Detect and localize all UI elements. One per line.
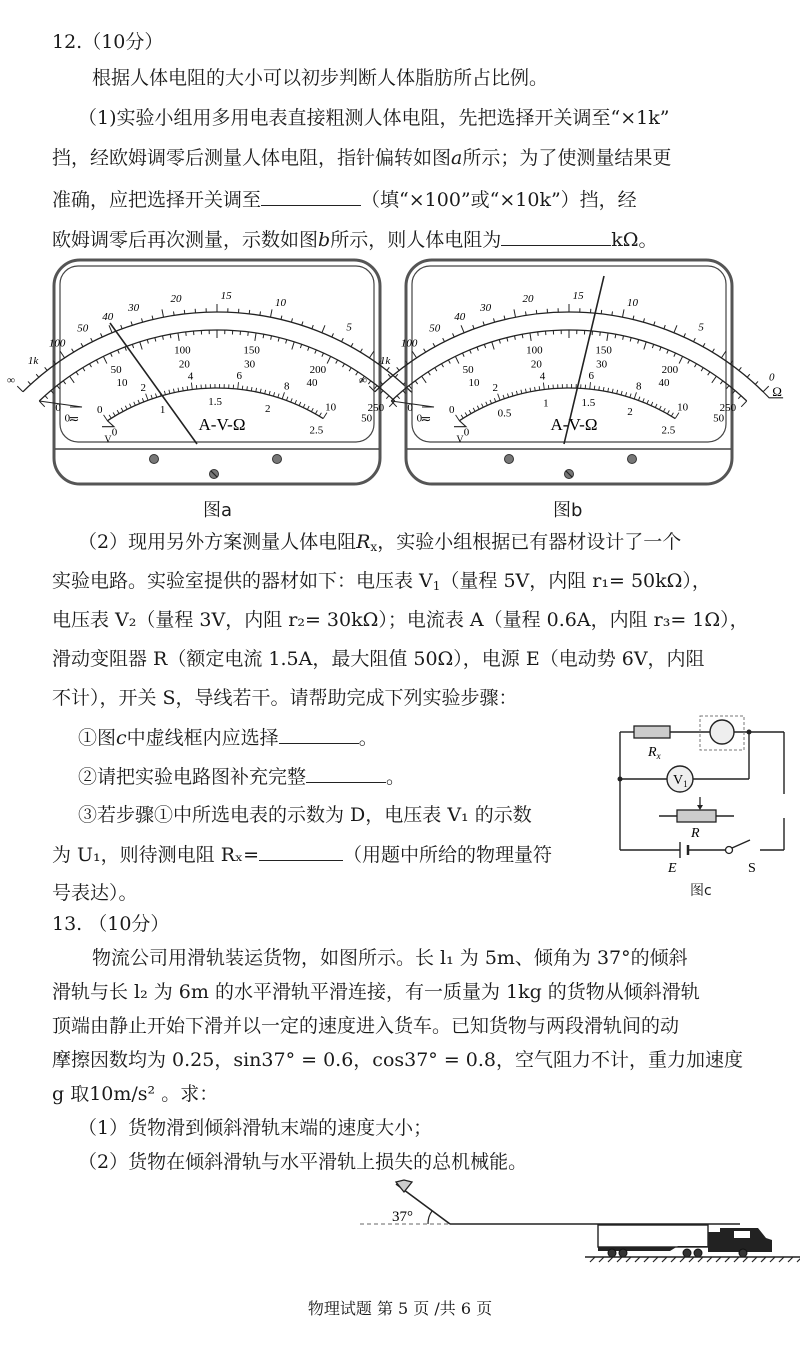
ac-tick (599, 386, 600, 390)
q13-line5: g 取10m/s² 。求： (52, 1083, 219, 1105)
s-label: S (748, 861, 756, 876)
q12-part2-line1 (78, 530, 681, 554)
dc-scale-label: 4 (539, 370, 546, 383)
dc-scale-label: 30 (244, 358, 256, 371)
q13-line1: 物流公司用滑轨装运货物，如图所示。长 l₁ 为 5m、倾角为 37°的倾斜 (92, 947, 688, 969)
ohm-tick (45, 367, 47, 370)
q12-step2 (78, 764, 405, 789)
ohm-scale-label: 1k (379, 354, 391, 367)
sub-x: x (370, 540, 378, 554)
dc-tick (726, 386, 728, 389)
meter-screw-right (628, 455, 637, 464)
hatch-mark (752, 1257, 757, 1262)
hatch-mark (734, 1257, 739, 1262)
dc-scale-label: 50 (361, 412, 373, 425)
meter-screw-left (150, 455, 159, 464)
q12-step3-line2 (52, 842, 552, 867)
dc-scale-label: 10 (325, 401, 337, 414)
switch-pivot (726, 847, 733, 854)
dc-scale-label: 8 (636, 380, 642, 393)
wheel (683, 1249, 691, 1257)
answer-blank-formula[interactable] (259, 842, 343, 861)
answer-blank-circuit[interactable] (306, 764, 386, 783)
q13-line3: 顶端由静止开始下滑并以一定的速度进入货车。已知货物与两段滑轨间的动 (52, 1015, 680, 1037)
q13-line4: 摩擦因数均为 0.25，sin37° = 0.6，cos37° = 0.8，空气阻力不计，重力加速度 (52, 1049, 744, 1071)
e-label: E (668, 861, 677, 876)
dc-tick (738, 396, 741, 399)
dc-scale-label: 10 (677, 401, 689, 414)
dc-scale-label: 2 (492, 382, 498, 395)
text: 所示；为了使测量结果更 (462, 147, 672, 169)
dc-scale-label: 150 (595, 344, 612, 357)
truck-trailer (598, 1225, 708, 1247)
meter-figure-b (359, 258, 782, 486)
dc-scale-label: 10 (116, 376, 128, 389)
dc-scale-label: 0 (64, 412, 71, 425)
ac-tick (594, 386, 595, 390)
hatch-mark (608, 1257, 613, 1262)
ac-scale-label: 0.5 (497, 407, 512, 420)
text: （量程 5V，内阻 r₁= 50kΩ）， (440, 570, 711, 592)
dc-scale-label: 0 (55, 401, 61, 414)
text: （用题中所给的物理量符 (343, 844, 553, 866)
text: 中虚线框内应选择 (126, 727, 279, 749)
switch-blade[interactable] (732, 840, 750, 848)
ohm-tick (763, 386, 769, 392)
text: 。 (386, 766, 406, 788)
cargo-box (396, 1180, 412, 1192)
ohm-tick (525, 311, 526, 315)
text: （2）现用另外方案测量人体电阻 (78, 531, 357, 553)
v1-label: $V_1$ (673, 773, 688, 789)
ohm-tick (173, 311, 174, 315)
ohm-scale-label: 20 (170, 292, 182, 305)
rx-label: $R_x$ (648, 745, 661, 761)
dc-scale-label: 30 (596, 358, 608, 371)
hatch-mark (698, 1257, 703, 1262)
ac-scale-label: 2.5 (309, 424, 324, 437)
ohm-tick (387, 367, 389, 370)
dc-scale-label: 0 (448, 403, 455, 416)
dc-scale-label: 40 (306, 376, 318, 389)
text: 所示，则人体电阻为 (330, 229, 502, 251)
text: 准确，应把选择开关调至 (52, 189, 262, 211)
ac-scale-label: 0 (463, 426, 470, 439)
q12-number: 12.（10分） (52, 31, 164, 53)
hatch-mark (626, 1257, 631, 1262)
dc-tick (374, 386, 376, 389)
var-c: c (116, 727, 127, 749)
meter-center-label: A-V-Ω (198, 415, 246, 434)
hatch-mark (779, 1257, 784, 1262)
ac-tick (187, 386, 188, 390)
dc-scale-label: 250 (367, 401, 385, 414)
hatch-mark (707, 1257, 712, 1262)
answer-blank-range[interactable] (261, 187, 361, 206)
text: ②请把实验电路图补充完整 (78, 766, 307, 788)
hatch-mark (716, 1257, 721, 1262)
ac-tick (539, 386, 540, 390)
dc-scale-label: 0 (416, 412, 423, 425)
dc-scale-label: 2 (140, 382, 146, 395)
hatch-mark (599, 1257, 604, 1262)
dc-tick (57, 386, 59, 389)
dc-scale-label: 100 (174, 344, 191, 357)
q13-line2: 滑轨与长 l₂ 为 6m 的水平滑轨平滑连接，有一质量为 1kg 的货物从倾斜滑轨 (52, 981, 700, 1003)
ohm-scale-label: ∞ (7, 374, 15, 387)
text: 欧姆调零后再次测量，示数如图 (52, 229, 319, 251)
meter-figure-a (7, 258, 385, 486)
ohm-scale-label: 40 (102, 311, 114, 324)
ohm-tick (395, 374, 398, 377)
ohm-tick (397, 367, 399, 370)
ohm-tick (755, 381, 758, 384)
ohm-unit: Ω (772, 383, 782, 399)
v-symbol: V (104, 434, 112, 446)
angle-label: 37° (392, 1209, 413, 1225)
q12-intro: 根据人体电阻的大小可以初步判断人体脂肪所占比例。 (92, 67, 549, 89)
dc-tick (170, 334, 171, 338)
answer-blank-meter[interactable] (279, 725, 359, 744)
dc-scale-label: 10 (468, 376, 480, 389)
wheel (608, 1249, 616, 1257)
ohm-scale-label: 10 (626, 296, 638, 309)
q12-part2-line4: 滑动变阻器 R（额定电流 1.5A，最大阻值 50Ω），电源 E（电动势 6V，内阻 (52, 648, 705, 670)
hatch-mark (761, 1257, 766, 1262)
cab-window (734, 1231, 750, 1238)
text: 。 (358, 727, 378, 749)
meter-screw-left (505, 455, 514, 464)
meter-center-label: A-V-Ω (550, 415, 598, 434)
ohm-scale-label: 0 (769, 371, 775, 384)
ac-scale-label: 1 (159, 404, 166, 417)
slider-arrowhead (697, 805, 703, 810)
dc-scale-label: 6 (588, 370, 594, 383)
text: ，实验小组根据已有器材设计了一个 (377, 531, 682, 553)
ac-scale-label: 2.5 (661, 424, 676, 437)
dc-scale-label: 0 (407, 401, 413, 414)
v-symbol: V (456, 434, 464, 446)
ac-scale-label: 1.5 (581, 397, 596, 410)
dc-scale-label: 250 (719, 401, 737, 414)
ac-scale-label: 2 (627, 406, 633, 419)
unit: kΩ。 (611, 229, 658, 251)
ohm-scale-label: 30 (128, 302, 140, 315)
ohm-scale-label: 50 (429, 322, 441, 335)
slide-truck-figure (330, 1180, 800, 1262)
ohm-tick (739, 367, 741, 370)
var-a: a (451, 147, 463, 169)
ohm-scale-label: 15 (572, 290, 584, 303)
ac-tick (242, 386, 243, 390)
q13-sub2: （2）货物在倾斜滑轨与水平滑轨上损失的总机械能。 (78, 1151, 528, 1173)
dc-scale-label: 200 (661, 364, 679, 377)
q12-step1 (78, 725, 378, 750)
ohm-scale-label: 5 (698, 321, 704, 334)
hatch-mark (770, 1257, 775, 1262)
ohm-scale-label: 100 (400, 337, 418, 350)
hatch-mark (590, 1257, 595, 1262)
hatch-mark (725, 1257, 730, 1262)
dc-scale-label: 50 (462, 364, 474, 377)
wheel (694, 1249, 702, 1257)
hatch-mark (662, 1257, 667, 1262)
text: （填“×100”或“×10k”）挡，经 (361, 189, 637, 211)
dc-scale-label: 20 (178, 358, 190, 371)
q13-number: 13. （10分） (52, 913, 170, 935)
dc-scale-label: 8 (283, 380, 290, 393)
ohm-scale-label: 5 (346, 321, 352, 334)
sub-1: 1 (432, 579, 441, 593)
junction-dot (747, 730, 752, 735)
ohm-scale-label: ∞ (359, 374, 367, 387)
ohm-scale-label: 30 (480, 302, 492, 315)
ac-symbol: ≂ (420, 410, 432, 426)
dc-scale-label: 50 (713, 412, 725, 425)
ohm-tick (28, 381, 31, 384)
hatch-mark (671, 1257, 676, 1262)
hatch-mark (680, 1257, 685, 1262)
ac-tick (247, 386, 248, 390)
figure-c-caption: 图c (690, 883, 712, 899)
q12-part1-line1: （1)实验小组用多用电表直接粗测人体电阻，先把选择开关调至“×1k” (78, 107, 670, 129)
dc-scale-label: 100 (526, 344, 543, 357)
q13-sub1: （1）货物滑到倾斜滑轨末端的速度大小； (78, 1117, 433, 1139)
hatch-mark (689, 1257, 694, 1262)
r-label: R (691, 826, 700, 841)
ohm-scale-label: 40 (454, 311, 466, 324)
dc-tick (386, 396, 389, 399)
q12-step3-line1: ③若步骤①中所选电表的示数为 D，电压表 V₁ 的示数 (78, 804, 532, 826)
dc-scale-label: 50 (110, 364, 122, 377)
dc-scale-label: 20 (530, 358, 542, 371)
angle-arc (428, 1211, 432, 1224)
text: ①图 (78, 727, 117, 749)
junction-dot (618, 777, 623, 782)
circuit-figure-c (612, 712, 792, 877)
page-footer: 物理试题 第 5 页 /共 6 页 (307, 1299, 493, 1318)
figure-b-caption: 图b (553, 500, 583, 521)
hatch-mark (644, 1257, 649, 1262)
ohm-tick (36, 374, 39, 377)
wheel (619, 1249, 627, 1257)
ac-scale-label: 1 (543, 397, 549, 410)
hatch-mark (617, 1257, 622, 1262)
text: 为 U₁，则待测电阻 Rₓ= (52, 844, 259, 866)
text: 实验电路。实验室提供的器材如下：电压表 V (52, 570, 433, 592)
dc-tick (45, 396, 48, 399)
dc-scale-label: 150 (243, 344, 260, 357)
ac-scale-label: 1.5 (208, 396, 223, 409)
hatch-mark (653, 1257, 658, 1262)
var-b: b (318, 229, 331, 251)
q12-part2-line5: 不计），开关 S，导线若干。请帮助完成下列实验步骤： (52, 687, 518, 709)
dc-tick (409, 386, 411, 389)
dc-scale-label: 6 (236, 370, 242, 383)
ohm-scale-label: 1k (27, 354, 39, 367)
q12-part1-line3 (52, 187, 637, 212)
hatch-mark (743, 1257, 748, 1262)
ohm-scale-label: 50 (77, 322, 89, 335)
var-r: R (356, 531, 371, 553)
dc-tick (397, 396, 400, 399)
dc-tick (522, 334, 523, 338)
ac-scale-label: 2 (265, 403, 271, 416)
ohm-scale-label: 20 (522, 292, 534, 305)
dc-tick (741, 401, 747, 407)
ohm-scale-label: 15 (220, 290, 232, 303)
dc-scale-label: 4 (187, 370, 194, 383)
text: 挡，经欧姆调零后测量人体电阻，指针偏转如图 (52, 147, 452, 169)
dc-scale-label: 200 (309, 364, 327, 377)
q12-part2-line2 (52, 569, 711, 593)
q12-part1-line2 (52, 146, 671, 170)
resistor-rx (634, 726, 670, 738)
dc-scale-label: 40 (658, 376, 670, 389)
dc-scale-label: 0 (96, 403, 103, 416)
hatch-mark (788, 1257, 793, 1262)
ohm-tick (612, 311, 613, 315)
answer-blank-resistance[interactable] (501, 227, 611, 246)
dc-tick (263, 334, 264, 338)
figure-a-caption: 图a (203, 500, 233, 521)
q12-part2-line3: 电压表 V₂（量程 3V，内阻 r₂= 30kΩ）；电流表 A（量程 0.6A，内阻 r₃= 1Ω）， (52, 609, 749, 631)
rheostat-r (677, 810, 716, 822)
ground-hatching (590, 1257, 800, 1262)
ohm-tick (17, 386, 23, 392)
dc-tick (615, 334, 616, 338)
ohm-scale-label: 100 (48, 337, 66, 350)
ac-symbol: ≂ (68, 410, 80, 426)
meter-screw-right (273, 455, 282, 464)
ohm-scale-label: 10 (274, 296, 286, 309)
wheel (739, 1249, 747, 1257)
ohm-tick (388, 374, 391, 377)
unknown-meter (710, 720, 734, 744)
q12-step3-line3: 号表达）。 (52, 882, 138, 904)
q12-part1-line4 (52, 227, 657, 252)
ohm-tick (747, 374, 750, 377)
ac-scale-label: 0 (111, 426, 118, 439)
ohm-tick (260, 311, 261, 315)
hatch-mark (635, 1257, 640, 1262)
